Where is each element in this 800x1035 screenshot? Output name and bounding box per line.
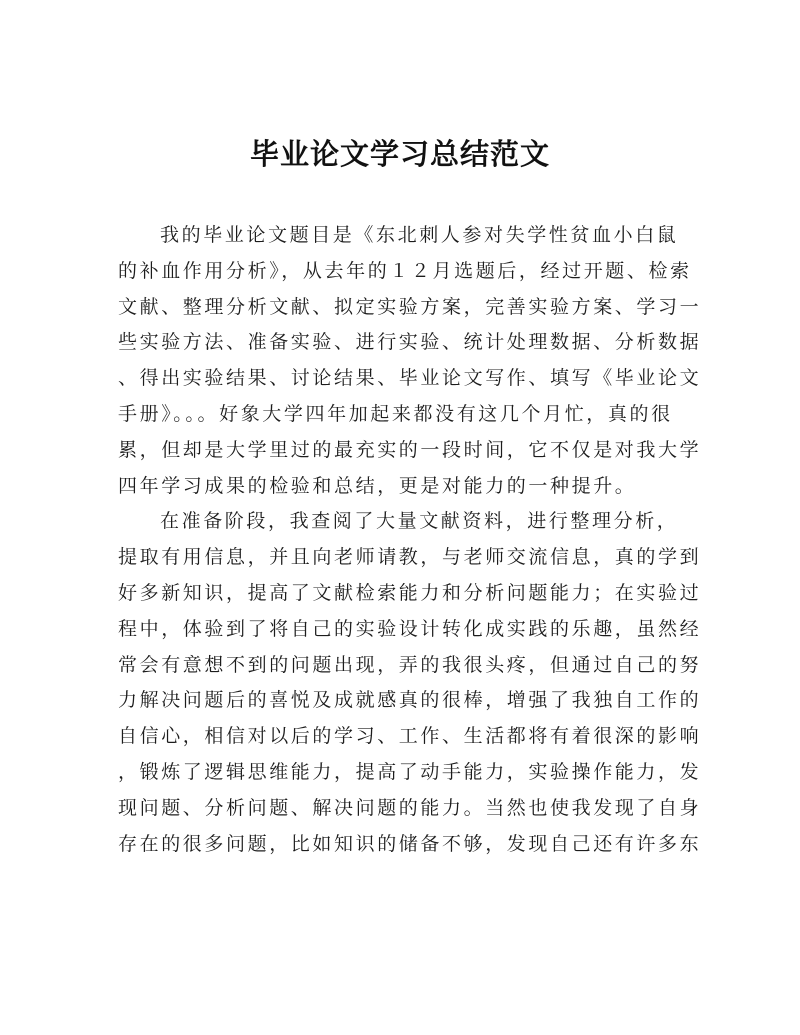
paragraph-1-line-5: 、得出实验结果、讨论结果、毕业论文写作、填写《毕业论文 — [118, 367, 702, 390]
paragraph-2-line-4: 程中，体验到了将自己的实验设计转化成实践的乐趣，虽然经 — [118, 617, 702, 640]
paragraph-2-line-5: 常会有意想不到的问题出现，弄的我很头疼，但通过自己的努 — [118, 653, 702, 676]
document-body — [118, 218, 702, 862]
paragraph-1-line-7: 累，但却是大学里过的最充实的一段时间，它不仅是对我大学 — [118, 438, 702, 461]
paragraph-2-line-7: 自信心，相信对以后的学习、工作、生活都将有着很深的影响 — [118, 725, 702, 748]
paragraph-2-line-10: 存在的很多问题，比如知识的储备不够，发现自己还有许多东 — [118, 832, 702, 855]
paragraph-1-line-3: 文献、整理分析文献、拟定实验方案，完善实验方案、学习一 — [118, 295, 702, 318]
paragraph-2-line-3: 好多新知识，提高了文献检索能力和分析问题能力；在实验过 — [118, 581, 702, 604]
paragraph-2-line-9: 现问题、分析问题、解决问题的能力。当然也使我发现了自身 — [118, 796, 702, 819]
paragraph-1-line-2: 的补血作用分析》，从去年的１２月选题后，经过开题、检索 — [118, 259, 692, 282]
paragraph-1-line-1: 我的毕业论文题目是《东北刺人参对失学性贫血小白鼠 — [160, 224, 679, 246]
paragraph-1-line-8: 四年学习成果的检验和总结，更是对能力的一种提升。 — [118, 474, 637, 497]
paragraph-2-line-8: ，锻炼了逻辑思维能力，提高了动手能力，实验操作能力，发 — [118, 760, 702, 783]
paragraph-2-line-1: 在准备阶段，我查阅了大量文献资料，进行整理分析， — [160, 510, 679, 533]
paragraph-1-line-6: 手册》。。。好象大学四年加起来都没有这几个月忙，真的很 — [118, 402, 673, 425]
paragraph-2-line-6: 力解决问题后的喜悦及成就感真的很棒，增强了我独自工作的 — [118, 689, 702, 712]
paragraph-1-line-4: 些实验方法、准备实验、进行实验、统计处理数据、分析数据 — [118, 331, 702, 354]
paragraph-2-line-2: 提取有用信息，并且向老师请教，与老师交流信息，真的学到 — [118, 546, 702, 569]
page-title: 毕业论文学习总结范文 — [249, 137, 550, 171]
